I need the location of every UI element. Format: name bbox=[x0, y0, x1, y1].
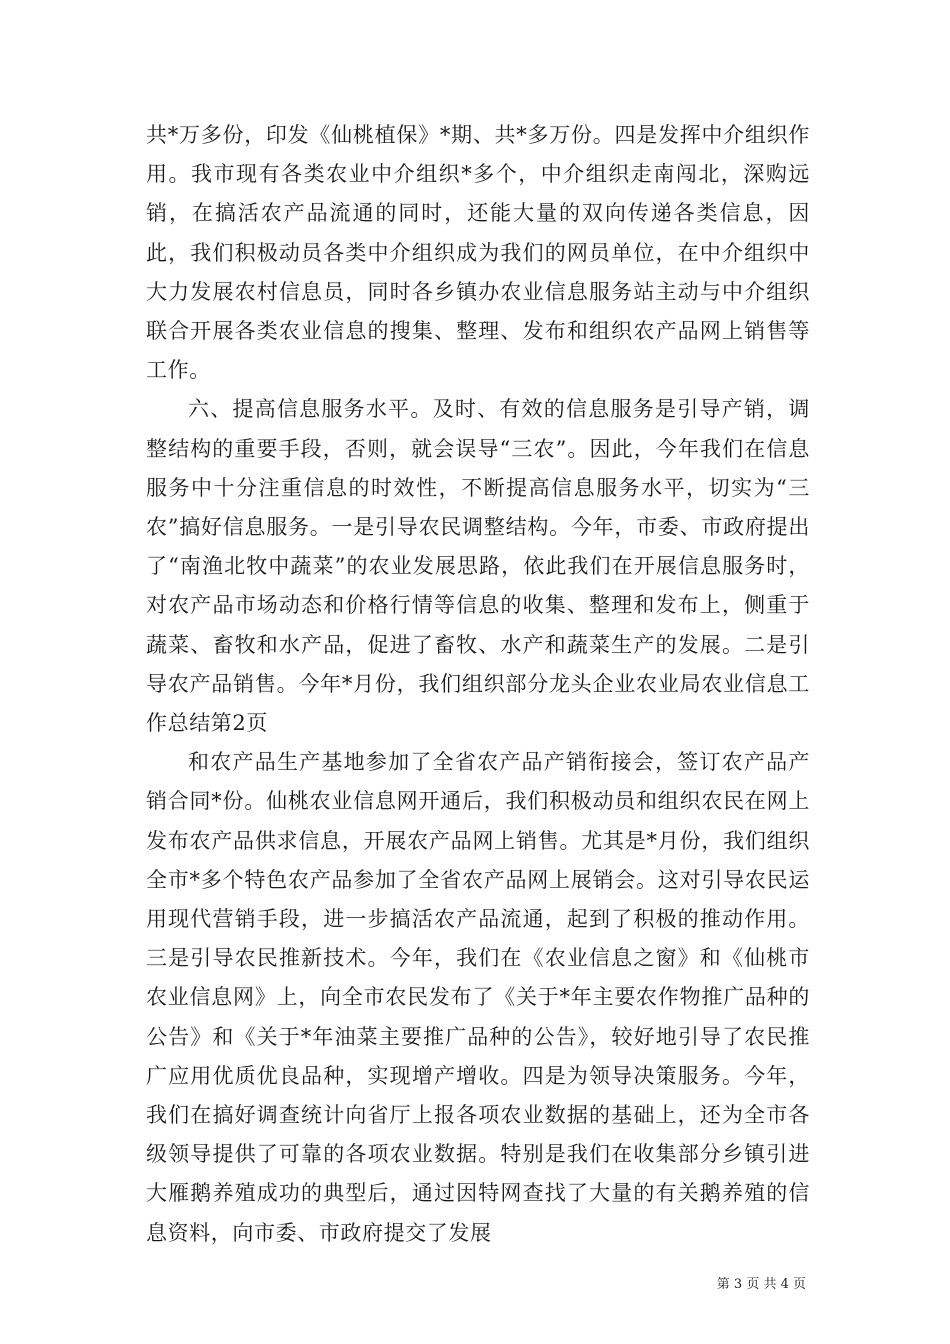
paragraph-1: 共*万多份，印发《仙桃植保》*期、共*多万份。四是发挥中介组织作用。我市现有各类农业中介组织*多个，中介组织走南闯北，深购远销，在搞活农产品流通的同时，还能大量的双向传递各类信息，因此，我们积极动员各类中介组织成为我们的网员单位，在中介组织中大力发展农村信息员，同时各乡镇办农业信息服务站主动与中介组织联合开展各类农业信息的搜集、整理、发布和组织农产品网上销售等工作。 bbox=[146, 123, 810, 383]
paragraph-2: 六、提高信息服务水平。及时、有效的信息服务是引导产销，调整结构的重要手段，否则，就会误导“三农”。因此，今年我们在信息服务中十分注重信息的时效性，不断提高信息服务水平，切实为“三农”搞好信息服务。一是引导农民调整结构。今年，市委、市政府提出了“南渔北牧中蔬菜”的农业发展思路，依此我们在开展信息服务时，对农产品市场动态和价格行情等信息的收集、整理和发布上，侧重于蔬菜、畜牧和水产品，促进了畜牧、水产和蔬菜生产的发展。二是引导农产品销售。今年*月份，我们组织部分龙头企业农业局农业信息工作总结第2页 bbox=[146, 397, 810, 736]
page-number-footer: 第 3 页 共 4 页 bbox=[716, 1277, 806, 1292]
document-body bbox=[146, 116, 810, 1253]
paragraph-3: 和农产品生产基地参加了全省农产品产销衔接会，签订农产品产销合同*份。仙桃农业信息网开通后，我们积极动员和组织农民在网上发布农产品供求信息，开展农产品网上销售。尤其是*月份，我们组织全市*多个特色农产品参加了全省农产品网上展销会。这对引导农民运用现代营销手段，进一步搞活农产品流通，起到了积极的推动作用。三是引导农民推新技术。今年，我们在《农业信息之窗》和《仙桃市农业信息网》上，向全市农民发布了《关于*年主要农作物推广品种的公告》和《关于*年油菜主要推广品种的公告》，较好地引导了农民推广应用优质优良品种，实现增产增收。四是为领导决策服务。今年，我们在搞好调查统计向省厅上报各项农业数据的基础上，还为全市各级领导提供了可靠的各项农业数据。特别是我们在收集部分乡镇引进大雁鹅养殖成功的典型后，通过因特网查找了大量的有关鹅养殖的信息资料，向市委、市政府提交了发展 bbox=[146, 750, 810, 1245]
